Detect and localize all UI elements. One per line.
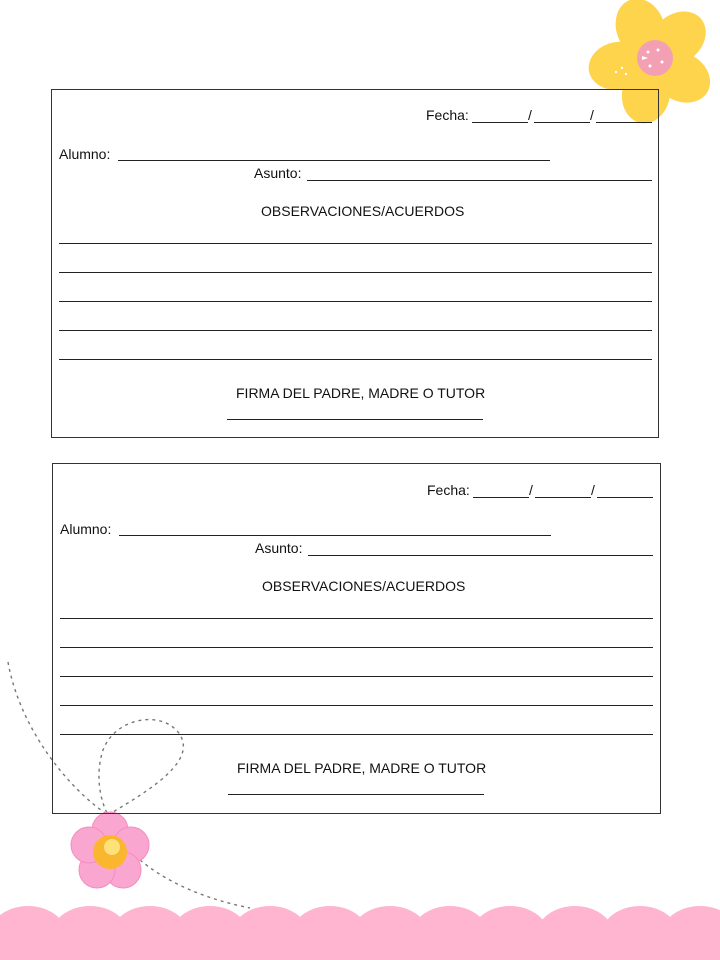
alumno-field[interactable] (118, 160, 550, 161)
observation-line[interactable] (59, 359, 652, 360)
alumno-label: Alumno: (59, 146, 111, 162)
signature-field[interactable] (228, 794, 484, 795)
observation-line[interactable] (59, 272, 652, 273)
date-day-field[interactable] (472, 122, 528, 123)
date-separator: / (591, 482, 595, 498)
alumno-field[interactable] (119, 535, 551, 536)
date-separator: / (528, 107, 532, 123)
signature-field[interactable] (227, 419, 483, 420)
asunto-label: Asunto: (254, 165, 302, 181)
firma-label: FIRMA DEL PADRE, MADRE O TUTOR (236, 385, 486, 401)
date-separator: / (590, 107, 594, 123)
pink-flower-icon (71, 812, 149, 888)
observaciones-heading: OBSERVACIONES/ACUERDOS (261, 203, 465, 219)
date-month-field[interactable] (534, 122, 590, 123)
alumno-label: Alumno: (60, 521, 112, 537)
observation-line[interactable] (59, 330, 652, 331)
asunto-label: Asunto: (255, 540, 303, 556)
pink-scallop-border (0, 906, 720, 960)
observation-line[interactable] (59, 243, 652, 244)
asunto-field[interactable] (308, 555, 653, 556)
date-separator: / (529, 482, 533, 498)
date-month-field[interactable] (535, 497, 591, 498)
observation-line[interactable] (60, 705, 653, 706)
date-year-field[interactable] (596, 122, 652, 123)
date-year-field[interactable] (597, 497, 653, 498)
observation-line[interactable] (60, 618, 653, 619)
observation-line[interactable] (60, 647, 653, 648)
observation-line[interactable] (60, 734, 653, 735)
firma-label: FIRMA DEL PADRE, MADRE O TUTOR (237, 760, 487, 776)
fecha-label: Fecha: (426, 107, 469, 123)
observation-line[interactable] (59, 301, 652, 302)
date-day-field[interactable] (473, 497, 529, 498)
observation-line[interactable] (60, 676, 653, 677)
observaciones-heading: OBSERVACIONES/ACUERDOS (262, 578, 466, 594)
asunto-field[interactable] (307, 180, 652, 181)
fecha-label: Fecha: (427, 482, 470, 498)
